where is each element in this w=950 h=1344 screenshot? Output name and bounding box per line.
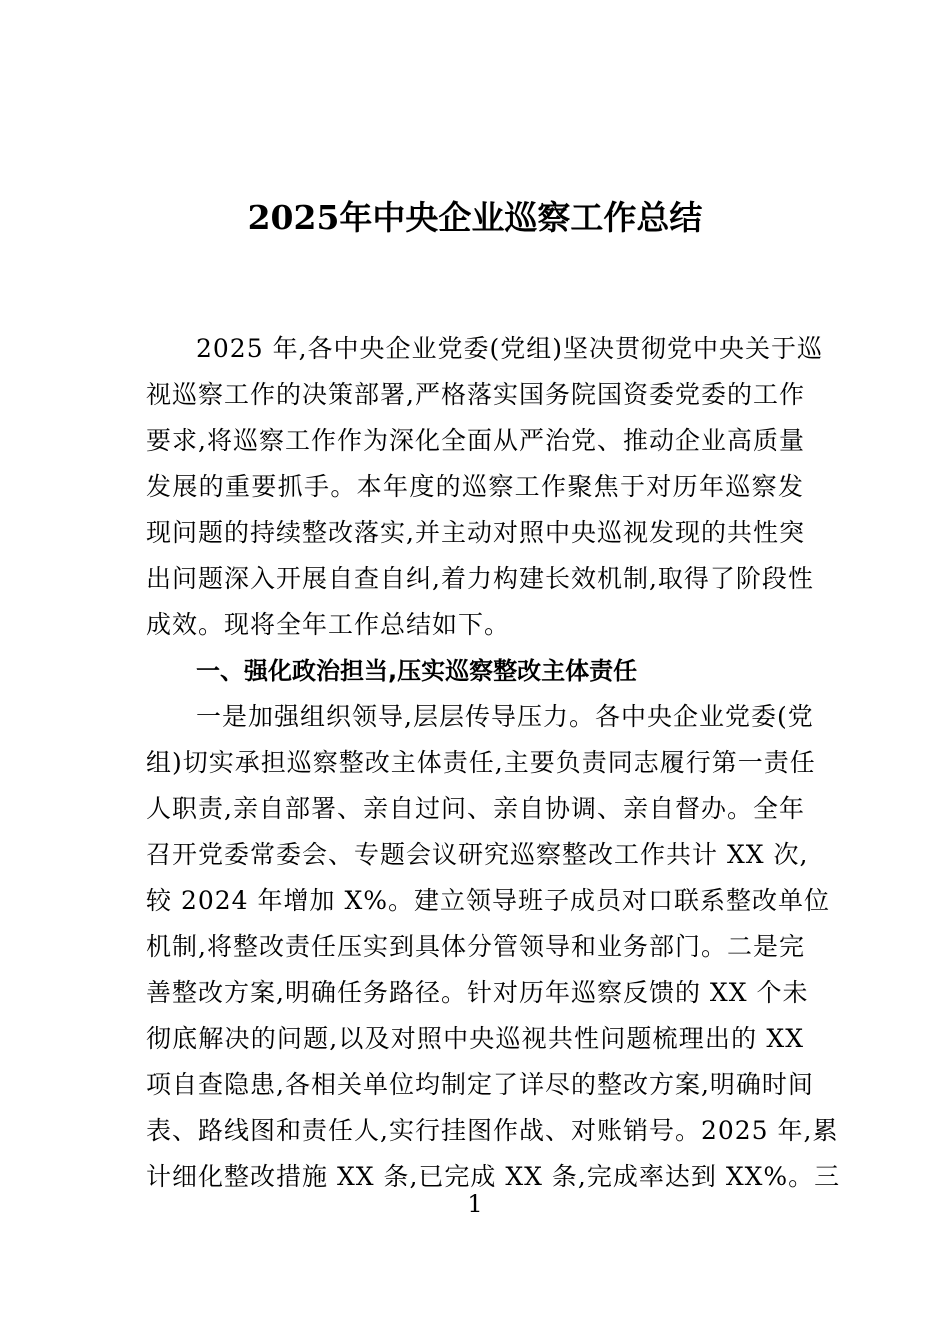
page-number: 1: [467, 1190, 483, 1218]
intro-line-4: 发展的重要抓手。本年度的巡察工作聚焦于对历年巡察发: [146, 472, 804, 501]
section-1-line-11: 计细化整改措施 XX 条,已完成 XX 条,完成率达到 XX%。三: [146, 1162, 841, 1191]
section-1-line-6: 机制,将整改责任压实到具体分管领导和业务部门。二是完: [146, 932, 805, 961]
section-heading-1: 一、强化政治担当,压实巡察整改主体责任: [196, 657, 638, 685]
section-1-line-8: 彻底解决的问题,以及对照中央巡视共性问题梳理出的 XX: [146, 1024, 804, 1053]
intro-line-3: 要求,将巡察工作作为深化全面从严治党、推动企业高质量: [146, 426, 805, 455]
document-title: 2025年中央企业巡察工作总结: [247, 198, 703, 237]
intro-line-1: 2025 年,各中央企业党委(党组)坚决贯彻党中央关于巡: [196, 334, 824, 363]
section-1-line-3: 人职责,亲自部署、亲自过问、亲自协调、亲自督办。全年: [146, 794, 805, 823]
section-1-line-1: 一是加强组织领导,层层传导压力。各中央企业党委(党: [196, 702, 814, 731]
section-1-line-7: 善整改方案,明确任务路径。针对历年巡察反馈的 XX 个未: [146, 978, 809, 1007]
intro-line-2: 视巡察工作的决策部署,严格落实国务院国资委党委的工作: [146, 380, 805, 409]
section-1-line-2: 组)切实承担巡察整改主体责任,主要负责同志履行第一责任: [146, 748, 816, 777]
section-1-line-5: 较 2024 年增加 X%。建立领导班子成员对口联系整改单位: [146, 886, 831, 915]
intro-line-5: 现问题的持续整改落实,并主动对照中央巡视发现的共性突: [146, 518, 805, 547]
intro-line-6: 出问题深入开展自查自纠,着力构建长效机制,取得了阶段性: [146, 564, 814, 593]
intro-line-7: 成效。现将全年工作总结如下。: [146, 610, 511, 639]
section-1-line-10: 表、路线图和责任人,实行挂图作战、对账销号。2025 年,累: [146, 1116, 839, 1145]
section-1-line-9: 项自查隐患,各相关单位均制定了详尽的整改方案,明确时间: [146, 1070, 814, 1099]
section-1-line-4: 召开党委常委会、专题会议研究巡察整改工作共计 XX 次,: [146, 840, 809, 869]
